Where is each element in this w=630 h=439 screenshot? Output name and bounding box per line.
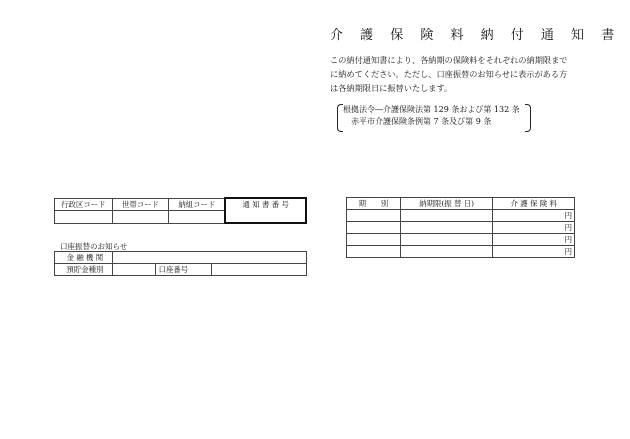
due-date-header: 納期限(振 替 日) xyxy=(400,198,493,210)
account-table xyxy=(54,251,307,276)
notice-number-cell xyxy=(225,198,306,223)
period-header: 期 別 xyxy=(347,198,401,210)
premium-amount-cell: 円 xyxy=(493,234,575,246)
intro-text xyxy=(330,53,600,95)
premium-amount-cell: 円 xyxy=(493,222,575,234)
legal-basis xyxy=(337,104,531,130)
due-date-cell xyxy=(400,222,493,234)
period-cell xyxy=(347,246,401,258)
period-cell xyxy=(347,222,401,234)
district-code-value xyxy=(55,210,113,223)
bank-row xyxy=(55,252,307,264)
account-type-row xyxy=(55,264,307,276)
schedule-row xyxy=(347,210,575,222)
district-code-header: 行政区コード xyxy=(55,198,113,210)
payment-group-code-value xyxy=(169,210,226,223)
due-date-cell xyxy=(400,210,493,222)
page-title: 介 護 保 険 料 納 付 通 知 書 xyxy=(330,28,621,43)
household-code-header: 世帯コード xyxy=(112,198,169,210)
premium-amount-cell: 円 xyxy=(493,210,575,222)
left-bracket xyxy=(337,104,343,132)
due-date-cell xyxy=(400,246,493,258)
schedule-row xyxy=(347,234,575,246)
premium-header: 介 護 保 険 料 xyxy=(493,198,575,210)
account-type-label: 預貯金種別 xyxy=(55,264,113,276)
account-caption: 口座振替のお知らせ xyxy=(60,242,128,251)
bank-label: 金 融 機 関 xyxy=(55,252,113,264)
schedule-table xyxy=(346,197,575,258)
schedule-row xyxy=(347,222,575,234)
legal-line-2: 赤平市介護保険条例第 7 条及び第 9 条 xyxy=(351,117,492,126)
intro-line-1: この納付通知書により、各納期の保険料をそれぞれの納期限まで xyxy=(330,55,568,65)
bank-value xyxy=(112,252,306,264)
legal-line-1: 根拠法令―介護保険法第 129 条および第 132 条 xyxy=(343,105,520,114)
due-date-cell xyxy=(400,234,493,246)
intro-line-2: に納めてください。ただし、口座振替のお知らせに表示がある方 xyxy=(330,69,568,79)
notice-number-header: 通 知 書 番 号 xyxy=(242,200,289,209)
payment-group-code-header: 納組コード xyxy=(169,198,226,210)
account-number-label: 口座番号 xyxy=(155,264,212,276)
intro-line-3: は各納期限日に振替いたします。 xyxy=(330,83,453,93)
period-cell xyxy=(347,210,401,222)
right-bracket xyxy=(525,104,531,132)
codes-header-row xyxy=(55,198,307,210)
codes-table xyxy=(54,197,307,224)
premium-amount-cell: 円 xyxy=(493,246,575,258)
schedule-row xyxy=(347,246,575,258)
account-type-value xyxy=(112,264,155,276)
period-cell xyxy=(347,234,401,246)
household-code-value xyxy=(112,210,169,223)
account-number-value xyxy=(212,264,307,276)
schedule-header-row xyxy=(347,198,575,210)
